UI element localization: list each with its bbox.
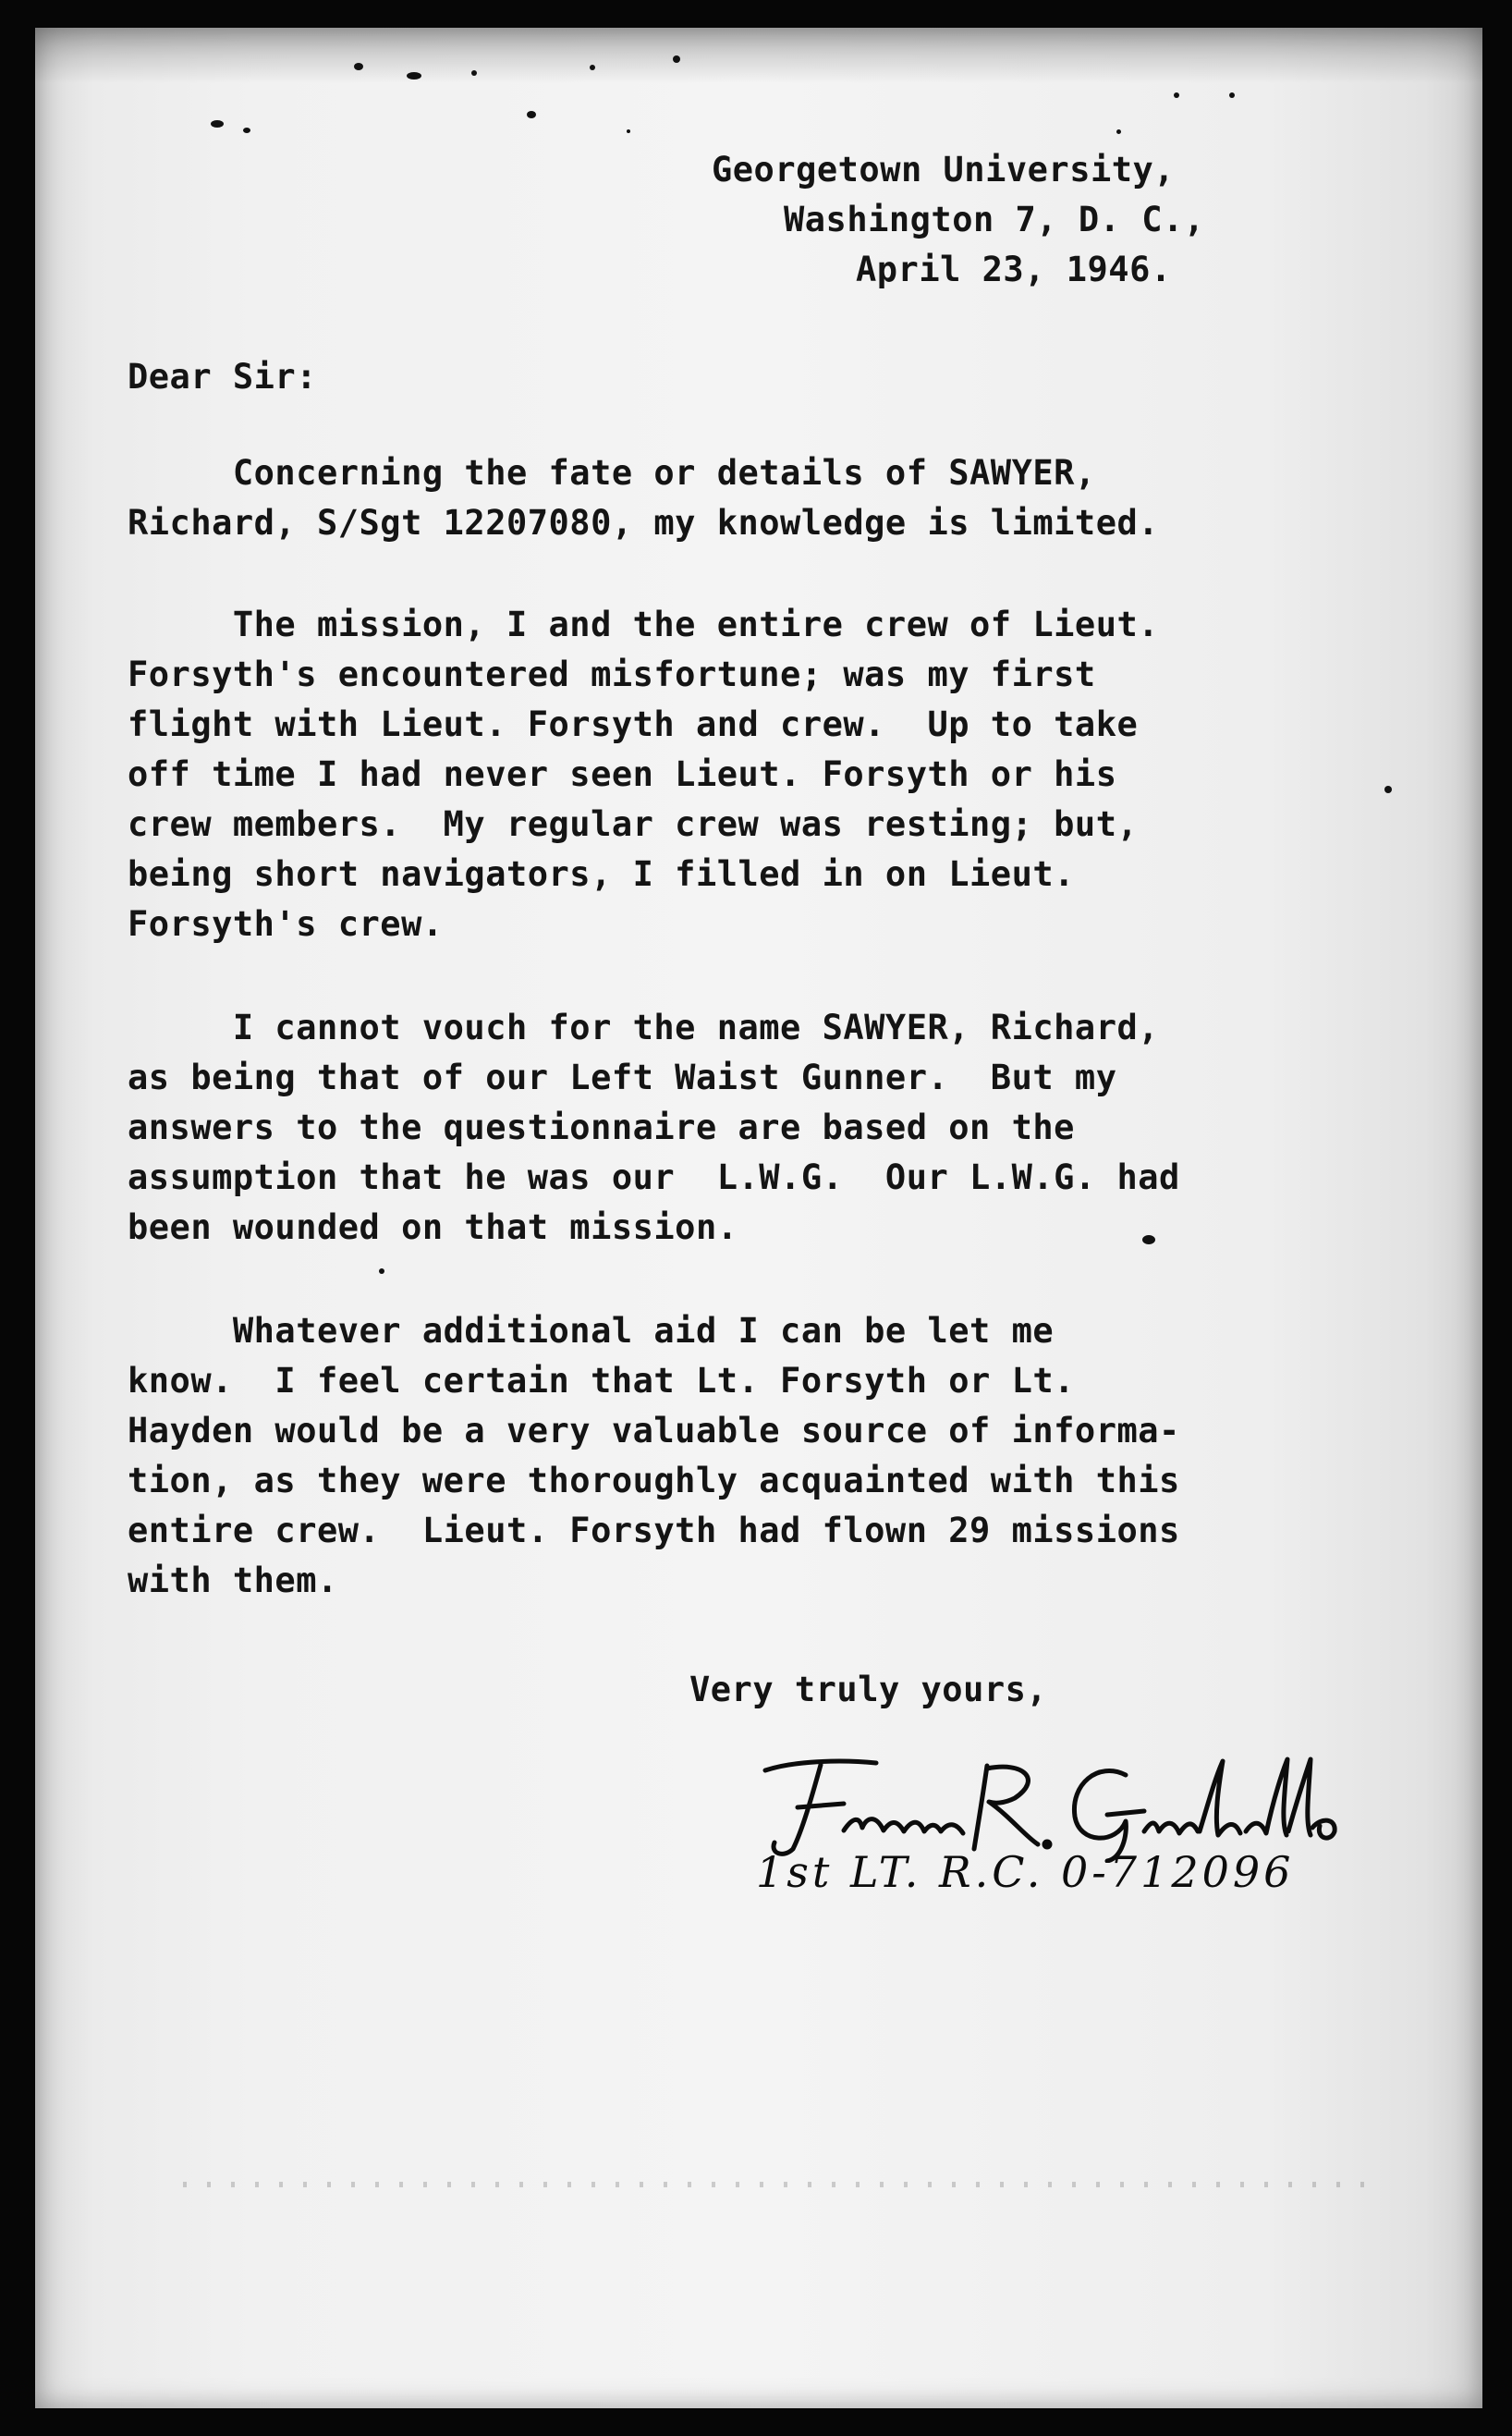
scan-speck: [407, 72, 421, 80]
address-line-1: Georgetown University,: [712, 150, 1176, 190]
paragraph-4-line-1: Whatever additional aid I can be let me: [128, 1311, 1055, 1351]
address-line-2: Washington 7, D. C.,: [784, 200, 1205, 239]
scan-speck: [211, 120, 224, 128]
paragraph-3-line-1: I cannot vouch for the name SAWYER, Richard,: [128, 1008, 1160, 1047]
paragraph-2-line-1: The mission, I and the entire crew of Lieut.: [128, 605, 1160, 644]
paragraph-4-line-6: with them.: [128, 1561, 338, 1600]
scan-speck: [1116, 129, 1121, 134]
scan-speck: [354, 63, 363, 70]
salutation: Dear Sir:: [128, 357, 317, 397]
paragraph-4-line-4: tion, as they were thoroughly acquainted with this: [128, 1461, 1180, 1500]
scan-speck: [379, 1268, 384, 1274]
paragraph-3-line-3: answers to the questionnaire are based on the: [128, 1108, 1075, 1147]
faint-mark-row: [183, 2182, 1366, 2187]
paragraph-1-line-2: Richard, S/Sgt 12207080, my knowledge is limited.: [128, 503, 1160, 543]
paragraph-4-line-3: Hayden would be a very valuable source of informa-: [128, 1411, 1180, 1451]
rank-and-serial: 1st LT. R.C. 0-712096: [756, 1847, 1295, 1897]
paragraph-3-line-2: as being that of our Left Waist Gunner. But my: [128, 1058, 1117, 1097]
scan-speck: [673, 55, 680, 63]
scan-speck: [1142, 1235, 1155, 1244]
scan-speck: [1174, 92, 1179, 98]
paragraph-1-line-1: Concerning the fate or details of SAWYER,: [128, 453, 1096, 493]
paragraph-3-line-5: been wounded on that mission.: [128, 1207, 738, 1247]
paragraph-2-line-3: flight with Lieut. Forsyth and crew. Up to take: [128, 704, 1139, 744]
scan-speck: [471, 70, 477, 76]
scan-speck: [1384, 786, 1392, 793]
closing: Very truly yours,: [689, 1670, 1048, 1709]
scan-speck: [1229, 92, 1235, 98]
paragraph-2-line-6: being short navigators, I filled in on Lieut.: [128, 854, 1075, 894]
paragraph-2-line-7: Forsyth's crew.: [128, 904, 444, 944]
paragraph-3-line-4: assumption that he was our L.W.G. Our L.W.G. had: [128, 1157, 1180, 1197]
letter-page: [35, 28, 1482, 2408]
scan-speck: [627, 129, 630, 133]
paragraph-2-line-4: off time I had never seen Lieut. Forsyth or his: [128, 754, 1117, 794]
date-line: April 23, 1946.: [856, 250, 1172, 289]
paragraph-4-line-5: entire crew. Lieut. Forsyth had flown 29 missions: [128, 1511, 1180, 1550]
paragraph-4-line-2: know. I feel certain that Lt. Forsyth or Lt.: [128, 1361, 1075, 1401]
scan-speck: [590, 65, 595, 70]
scan-speck: [527, 111, 536, 118]
signature: [756, 1743, 1366, 1863]
paragraph-2-line-2: Forsyth's encountered misfortune; was my first: [128, 655, 1096, 694]
paragraph-2-line-5: crew members. My regular crew was resting; but,: [128, 804, 1139, 844]
scan-speck: [243, 128, 250, 133]
